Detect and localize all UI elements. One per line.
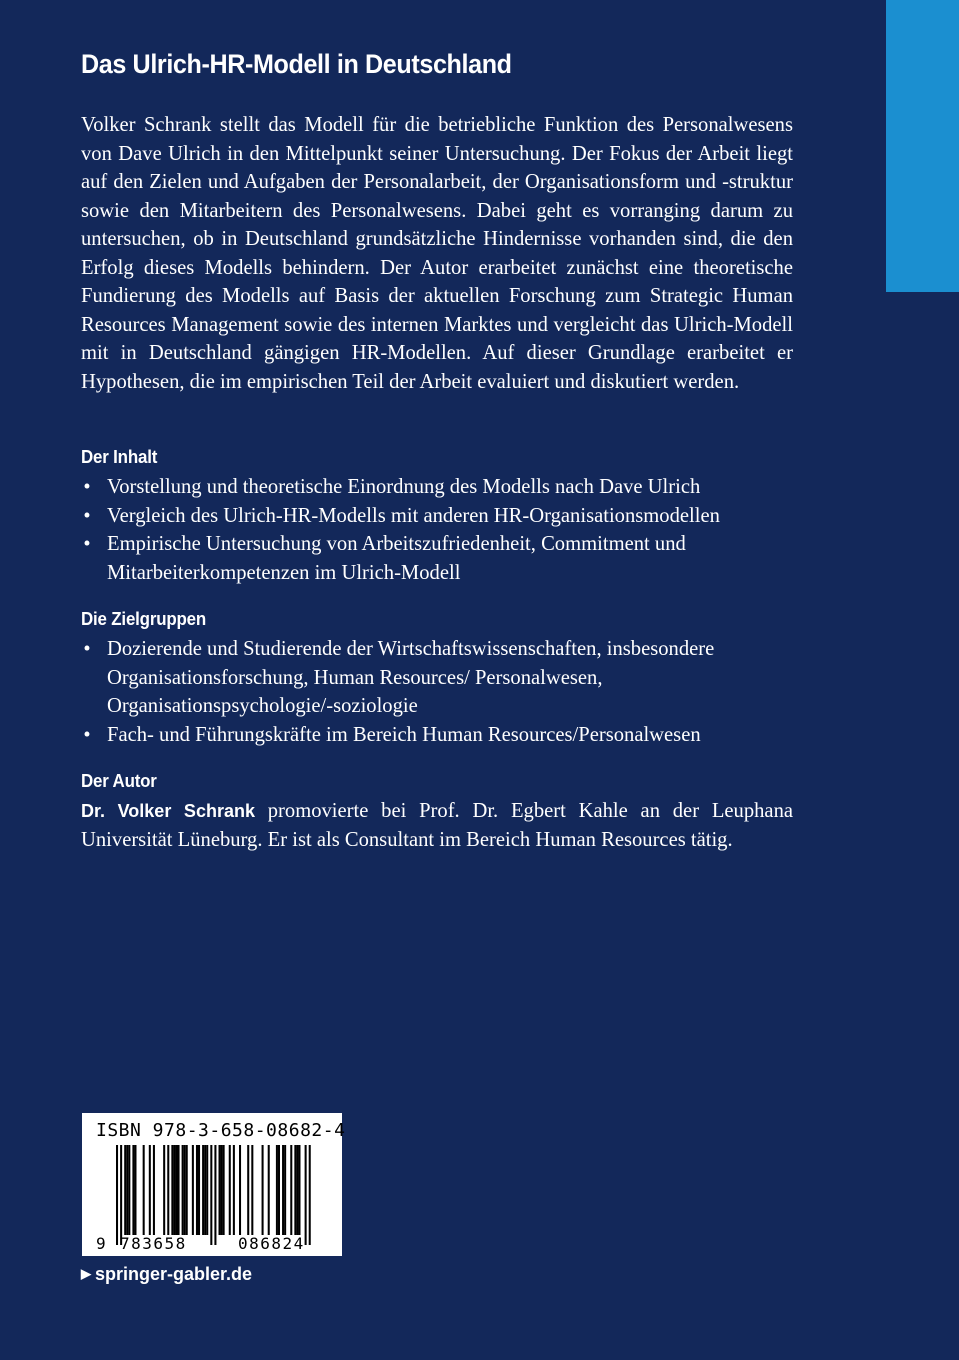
list-item-text: Fach- und Führungskräfte im Bereich Human Resources/Personalwesen bbox=[107, 723, 701, 746]
list-item-text: Vergleich des Ulrich-HR-Modells mit anderen HR-Organisationsmodellen bbox=[107, 504, 720, 527]
barcode-bar bbox=[309, 1145, 311, 1245]
barcode-bar bbox=[124, 1145, 126, 1235]
arrow-right-icon: ▶ bbox=[81, 1266, 91, 1281]
barcode-bar bbox=[305, 1145, 307, 1245]
barcode-bar bbox=[239, 1145, 241, 1235]
isbn-label: ISBN 978-3-658-08682-4 bbox=[96, 1120, 346, 1141]
barcode-bar bbox=[247, 1145, 249, 1235]
page-title: Das Ulrich-HR-Modell in Deutschland bbox=[81, 49, 512, 79]
bullet-icon: • bbox=[83, 638, 91, 660]
barcode-bar bbox=[223, 1145, 225, 1235]
barcode-bar bbox=[214, 1145, 216, 1245]
barcode-bar bbox=[210, 1145, 212, 1245]
bullet-icon: • bbox=[83, 533, 91, 555]
isbn-barcode-box bbox=[82, 1113, 346, 1256]
barcode-bar bbox=[229, 1145, 231, 1235]
section-heading-inhalt: Der Inhalt bbox=[81, 447, 158, 467]
barcode-bar bbox=[173, 1145, 175, 1235]
list-item bbox=[81, 502, 801, 531]
barcode-bar bbox=[171, 1145, 173, 1235]
list-item-text: Vorstellung und theoretische Einordnung des Modells nach Dave Ulrich bbox=[107, 476, 701, 498]
list-item bbox=[81, 473, 801, 502]
barcode-bar bbox=[163, 1145, 165, 1235]
inhalt-list bbox=[81, 473, 801, 587]
ean-first-digit: 9 bbox=[96, 1234, 106, 1253]
barcode-bar bbox=[296, 1145, 298, 1235]
accent-tab bbox=[886, 0, 959, 292]
ean-left-digits: 783658 bbox=[120, 1234, 187, 1253]
list-item-text: Empirische Untersuchung von Arbeitszufriedenheit, Commitment und Mitarbeiterkompetenzen im Ulrich-Modell bbox=[107, 533, 686, 584]
barcode-bar bbox=[126, 1145, 128, 1235]
bullet-icon: • bbox=[83, 476, 91, 498]
barcode-bar bbox=[182, 1145, 184, 1235]
barcode-bar bbox=[128, 1145, 130, 1235]
publisher-url: springer-gabler.de bbox=[95, 1264, 253, 1284]
barcode-bar bbox=[221, 1145, 223, 1235]
barcode-bar bbox=[298, 1145, 300, 1235]
barcode-bar bbox=[219, 1145, 221, 1235]
ean-digits bbox=[82, 1234, 342, 1254]
barcode-bar bbox=[251, 1145, 253, 1235]
barcode-bar bbox=[175, 1145, 177, 1235]
barcode-bar bbox=[278, 1145, 280, 1235]
barcode-bar bbox=[196, 1145, 198, 1235]
section-heading-zielgruppen: Die Zielgruppen bbox=[81, 609, 207, 629]
barcode-bar bbox=[276, 1145, 278, 1235]
barcode-bar bbox=[284, 1145, 286, 1235]
intro-paragraph: Volker Schrank stellt das Modell für die betriebliche Funktion des Personalwesens von Dave Ulrich in den Mittelpunkt seiner Untersuchung. Der Fokus der Arbeit liegt auf den Zielen und Aufgaben der Personalarbeit, der Organisationsform und -struktur sowie den Mitarbeitern des Personalwesens. Dabei geht es vorranging darum zu untersuchen, ob in Deutschland grundsätzliche Hindernisse vorhanden sind, die den Erfolg dieses Modells behindern. Der Autor erarbeitet zunächst eine theoretische Fundierung des Modells auf Basis der aktuellen Forschung zum Strategic Human Resources Management sowie des internen Marktes und vergleicht das Ulrich-Modell mit in Deutschland gängigen HR-Modellen. Auf dieser Grundlage erarbeitet er Hypothesen, die im empirischen Teil der Arbeit evaluiert und diskutiert werden. bbox=[81, 114, 793, 393]
barcode-bar bbox=[116, 1145, 118, 1245]
barcode-bar bbox=[233, 1145, 235, 1235]
publisher-link bbox=[81, 1262, 252, 1286]
ean-right-digits: 086824 bbox=[238, 1234, 305, 1253]
barcode-bar bbox=[143, 1145, 145, 1235]
barcode-bar bbox=[206, 1145, 208, 1235]
barcode-bar bbox=[184, 1145, 186, 1235]
barcode-bar bbox=[290, 1145, 292, 1235]
list-item bbox=[81, 635, 801, 721]
barcode-bar bbox=[134, 1145, 136, 1235]
barcode-bar bbox=[153, 1145, 155, 1235]
barcode-bar bbox=[202, 1145, 204, 1235]
barcode-bar bbox=[198, 1145, 200, 1235]
barcode-bar bbox=[294, 1145, 296, 1235]
bullet-icon: • bbox=[83, 723, 91, 746]
author-name: Dr. Volker Schrank bbox=[81, 801, 255, 821]
list-item bbox=[81, 721, 801, 750]
barcode-bar bbox=[262, 1145, 264, 1235]
barcode-bar bbox=[120, 1145, 122, 1245]
bullet-icon: • bbox=[83, 504, 91, 527]
zielgruppen-list bbox=[81, 635, 801, 749]
barcode-bar bbox=[192, 1145, 194, 1235]
barcode-bar bbox=[204, 1145, 206, 1235]
list-item bbox=[81, 530, 801, 587]
barcode-bar bbox=[149, 1145, 151, 1235]
list-item-text: Dozierende und Studierende der Wirtschaftswissenschaften, insbesondere Organisationsforschung, Human Resources/ Personalwesen, Organisationspsychologie/-soziologie bbox=[107, 638, 715, 717]
author-bio-text: promovierte bei Prof. Dr. Egbert Kahle an der Leuphana Universität Lüneburg. Er ist als Consultant im Bereich Human Resources tätig. bbox=[81, 800, 794, 851]
section-heading-autor: Der Autor bbox=[81, 771, 157, 791]
author-bio bbox=[81, 797, 793, 854]
barcode-bar bbox=[268, 1145, 270, 1235]
barcode-bar bbox=[167, 1145, 169, 1235]
barcode-bar bbox=[178, 1145, 180, 1235]
barcode-bar bbox=[186, 1145, 188, 1235]
barcode-bar bbox=[282, 1145, 284, 1235]
barcode-bar bbox=[132, 1145, 134, 1235]
